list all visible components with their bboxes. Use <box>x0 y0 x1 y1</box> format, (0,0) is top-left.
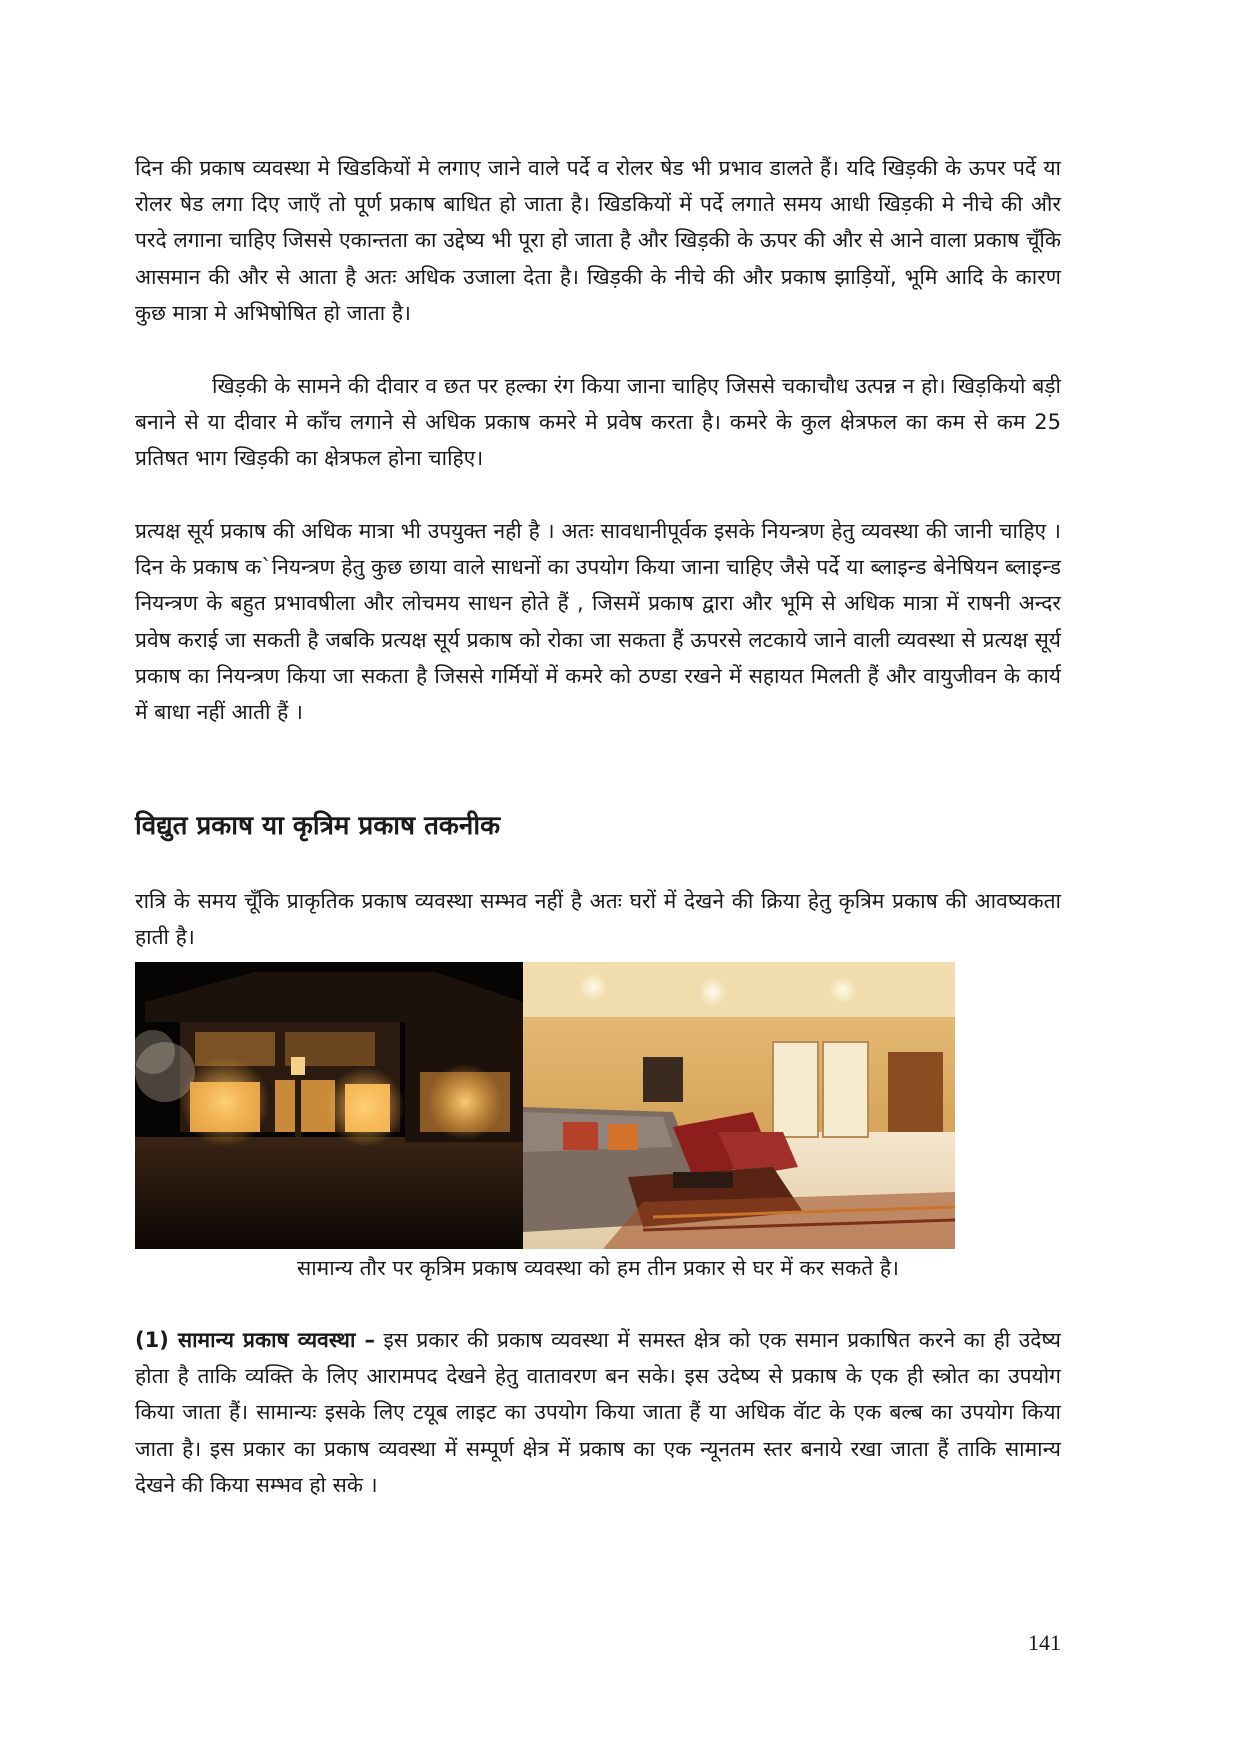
paragraph-window-walls: खिड़की के सामने की दीवार व छत पर हल्का रंग किया जाना चाहिए जिससे चकाचौध उत्पन्न न हो। खिड़कियो बड़ी बनाने से या दीवार मे काँच लगाने से अधिक प्रकाष कमरे मे प्रवेष करता है। कमरे के कुल क्षेत्रफल का कम से कम 25 प्रतिषत भाग खिड़की का क्षेत्रफल होना चाहिए। <box>135 374 1061 471</box>
general-lighting-body: इस प्रकार की प्रकाष व्यवस्था में समस्त क्षेत्र को एक समान प्रकाषित करने का ही उदेष्य होता है ताकि व्यक्ति के लिए आरामपद देखने हेतु वातावरण बन सके। इस उदेष्य से प्रकाष के एक ही स्त्रोत का उपयोग किया जाता हैं। सामान्यः इसके लिए टयूब लाइट का उपयोग किया जाता हैं या अधिक वॅाट के एक बल्ब का उपयोग किया जाता है। इस प्रकार का प्रकाष व्यवस्था में सम्पूर्ण क्षेत्र में प्रकाष का एक न्यूनतम स्तर बनाये रखा जाता हैं ताकि सामान्य देखने की किया सम्भव हो सके । <box>135 1328 1061 1497</box>
page-number: 141 <box>1028 1630 1061 1655</box>
night-street-photo <box>135 962 523 1249</box>
living-room-photo <box>523 962 955 1249</box>
section-heading: विद्युत प्रकाष या कृत्रिम प्रकाष तकनीक <box>135 811 501 841</box>
paragraph-general-lighting <box>135 1322 1061 1503</box>
paragraph-direct-sunlight: प्रत्यक्ष सूर्य प्रकाष की अधिक मात्रा भी उपयुक्त नही है । अतः सावधानीपूर्वक इसके नियन्त्रण हेतु व्यवस्था की जानी चाहिए ।दिन के प्रकाष क`नियन्त्रण हेतु कुछ छाया वाले साधनों का उपयोग किया जाना चाहिए जैसे पर्दे या ब्लाइन्ड बेनेषियन ब्लाइन्ड नियन्त्रण के बहुत प्रभावषीला और लोचमय साधन होते हैं , जिसमें प्रकाष द्वारा और भूमि से अधिक मात्रा में राषनी अन्दर प्रवेष कराई जा सकती है जबकि प्रत्यक्ष सूर्य प्रकाष को रोका जा सकता हैं ऊपरसे लटकाये जाने वाली व्यवस्था से प्रत्यक्ष सूर्य प्रकाष का नियन्त्रण किया जा सकता है जिससे गर्मियों में कमरे को ठण्डा रखने में सहायत मिलती हैं और वायुजीवन के कार्य में बाधा नहीं आती हैं । <box>135 519 1061 725</box>
figure-caption: सामान्य तौर पर कृत्रिम प्रकाष व्यवस्था को हम तीन प्रकार से घर में कर सकते है। <box>297 1256 899 1280</box>
paragraph-night-lighting: रात्रि के समय चूँकि प्राकृतिक प्रकाष व्यवस्था सम्भव नहीं है अतः घरों में देखने की क्रिया हेतु कृत्रिम प्रकाष की आवष्यकता हाती है। <box>135 889 1061 950</box>
general-lighting-lead: (1) सामान्य प्रकाष व्यवस्था – <box>135 1328 375 1352</box>
paragraph-daylight-curtains: दिन की प्रकाष व्यवस्था मे खिडकियों मे लगाए जाने वाले पर्दे व रोलर षेड भी प्रभाव डालते हैं। यदि खिड़की के ऊपर पर्दे या रोलर षेड लगा दिए जाएँ तो पूर्ण प्रकाष बाधित हो जाता है। खिडकियों में पर्दे लगाते समय आधी खिड़की मे नीचे की और परदे लगाना चाहिए जिससे एकान्तता का उद्देष्य भी पूरा हो जाता है और खिड़की के ऊपर की और से आने वाला प्रकाष चूँकि आसमान की और से आता है अतः अधिक उजाला देता है। खिड़की के नीचे की और प्रकाष झाड़ियों, भूमि आदि के कारण कुछ मात्रा मे अभिषोषित हो जाता है। <box>135 156 1061 325</box>
